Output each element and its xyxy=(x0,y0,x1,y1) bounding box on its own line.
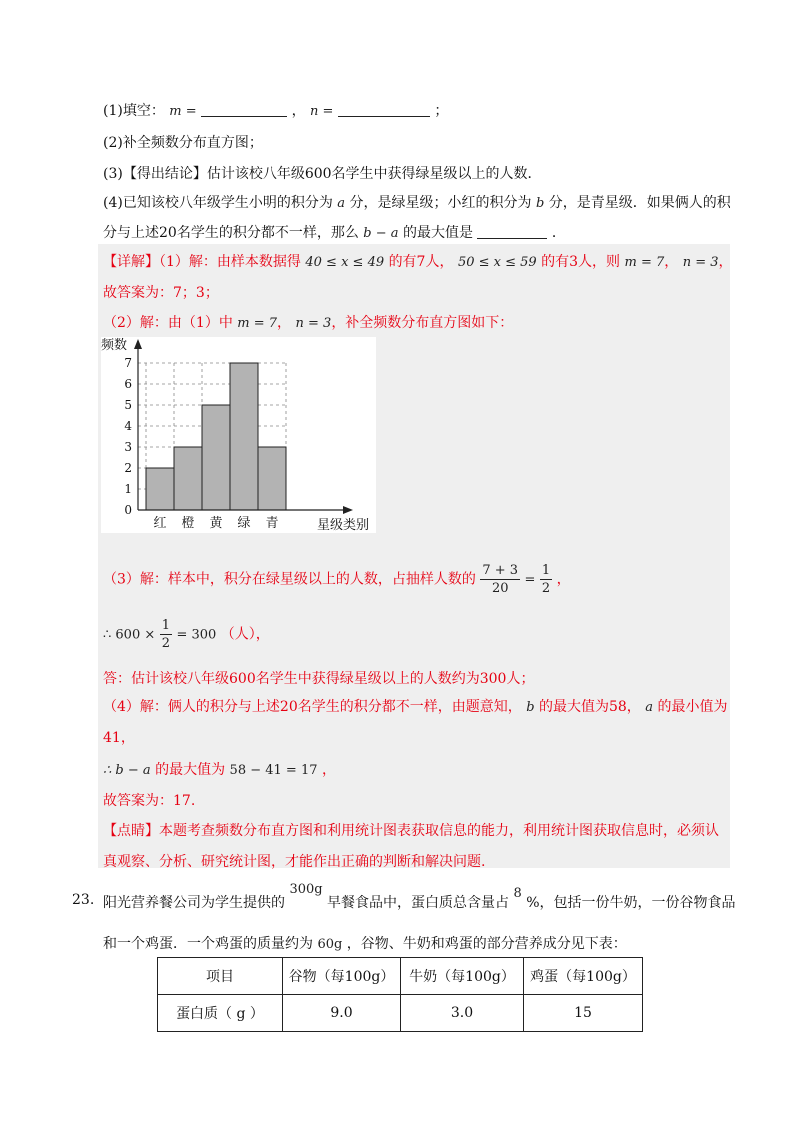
y-axis-arrow xyxy=(134,339,142,349)
y-tick-label: 5 xyxy=(124,398,132,412)
y-tick-label: 6 xyxy=(124,377,132,391)
fraction-7plus3-over-20: $\frac{7 + 3}{20}$ xyxy=(482,563,519,596)
y-axis-label: 频数 xyxy=(101,338,128,353)
x-tick-label: 青 xyxy=(265,516,279,531)
q23-line-1: 阳光营养餐公司为学生提供的 300g 早餐食品中，蛋白质总含量占 8 %，包括一份牛奶，一份谷物食品 xyxy=(103,882,736,911)
table-header-cell: 鸡蛋（每100g） xyxy=(524,958,643,995)
x-tick-label: 黄 xyxy=(209,516,223,531)
answer-p4-line: （4）解：俩人的积分与上述20名学生的积分都不一样，由题意知， b 的最大值为58， a 的最小值为 xyxy=(103,699,728,715)
y-tick-label: 3 xyxy=(124,440,132,454)
fraction-1-over-2: $\frac{1}{2}$ xyxy=(541,563,551,596)
answer-p3-calc: ∴ 600 × $\frac{1}{2}$ = 300 （人）， xyxy=(103,618,270,651)
table-cell: 15 xyxy=(524,995,643,1032)
q4-line-2: 分与上述20名学生的积分都不一样，那么 b − a 的最大值是 ． xyxy=(103,225,566,241)
bar-绿 xyxy=(230,363,258,510)
answer-p4-line-2: 41， xyxy=(103,730,135,746)
bar-橙 xyxy=(174,447,202,510)
x-tick-label: 橙 xyxy=(181,516,195,531)
table-header-row xyxy=(158,958,643,995)
answer-p4-calc: ∴ b − a 的最大值为 58 − 41 = 17 ， xyxy=(103,762,336,778)
y-tick-label: 0 xyxy=(124,503,132,517)
answer-p3-conclusion: 答：估计该校八年级600名学生中获得绿星级以上的人数约为300人； xyxy=(103,671,535,687)
x-tick-label: 红 xyxy=(153,516,167,531)
y-tick-label: 7 xyxy=(124,356,132,370)
comment-line-1: 【点睛】本题考查频数分布直方图和利用统计图表获取信息的能力，利用统计图获取信息时，必须认 xyxy=(103,823,719,839)
table-cell: 3.0 xyxy=(401,995,524,1032)
blank-n[interactable] xyxy=(338,102,430,117)
bar-黄 xyxy=(202,405,230,510)
q23-number: 23. xyxy=(72,892,95,908)
answer-p4-result: 故答案为：17. xyxy=(103,793,196,809)
q2-line: (2)补全频数分布直方图； xyxy=(103,135,263,151)
fraction-half: $\frac{1}{2}$ xyxy=(161,618,170,651)
q3-line: (3)【得出结论】估计该校八年级600名学生中获得绿星级以上的人数． xyxy=(103,166,542,182)
table-row xyxy=(158,995,643,1032)
table-cell: 9.0 xyxy=(283,995,401,1032)
bar-红 xyxy=(146,468,174,510)
answer-p1-result: 故答案为：7；3； xyxy=(103,285,219,301)
x-axis-arrow xyxy=(343,506,353,514)
comment-line-2: 真观察、分析、研究统计图，才能作出正确的判断和解决问题. xyxy=(103,854,486,870)
var-n: n = xyxy=(310,104,334,119)
bar-青 xyxy=(258,447,286,510)
table-header-cell: 谷物（每100g） xyxy=(283,958,401,995)
q4-line-1: (4)已知该校八年级学生小明的积分为 a 分，是绿星级；小红的积分为 b 分，是青星级．如果俩人的积 xyxy=(103,195,731,211)
table-header-cell: 牛奶（每100g） xyxy=(401,958,524,995)
blank-m[interactable] xyxy=(201,102,287,117)
x-axis-label: 星级类别 xyxy=(317,518,370,533)
frequency-histogram xyxy=(101,337,376,533)
comment-label: 【点睛】 xyxy=(103,823,159,839)
nutrition-table xyxy=(157,957,643,1032)
answer-p1-line: 【详解】（1）解：由样本数据得 40 ≤ x ≤ 49 的有7人， 50 ≤ x ≤ 59 的有3人，则 m = 7， n = 3， xyxy=(103,254,733,270)
y-tick-label: 1 xyxy=(124,482,132,496)
q1-line: (1)填空： m = ， n = ； xyxy=(103,103,449,119)
x-tick-label: 绿 xyxy=(237,516,251,531)
blank-max[interactable] xyxy=(477,224,547,239)
y-tick-label: 2 xyxy=(124,461,132,475)
table-header-cell: 项目 xyxy=(158,958,283,995)
y-tick-label: 4 xyxy=(124,419,132,433)
var-m: m = xyxy=(169,104,197,119)
q23-line-2: 和一个鸡蛋．一个鸡蛋的质量约为 60g ，谷物、牛奶和鸡蛋的部分营养成分见下表： xyxy=(103,936,627,952)
table-row-label: 蛋白质（ g ） xyxy=(158,995,283,1032)
detail-label: 【详解】 xyxy=(103,254,159,270)
histogram-panel xyxy=(101,337,376,533)
answer-p3-line: （3）解：样本中，积分在绿星级以上的人数，占抽样人数的 $\frac{7 + 3}{20}$ = $\frac{1}{2}$ ， xyxy=(103,563,571,596)
answer-p2-line: （2）解：由（1）中 m = 7， n = 3，补全频数分布直方图如下： xyxy=(103,315,514,331)
